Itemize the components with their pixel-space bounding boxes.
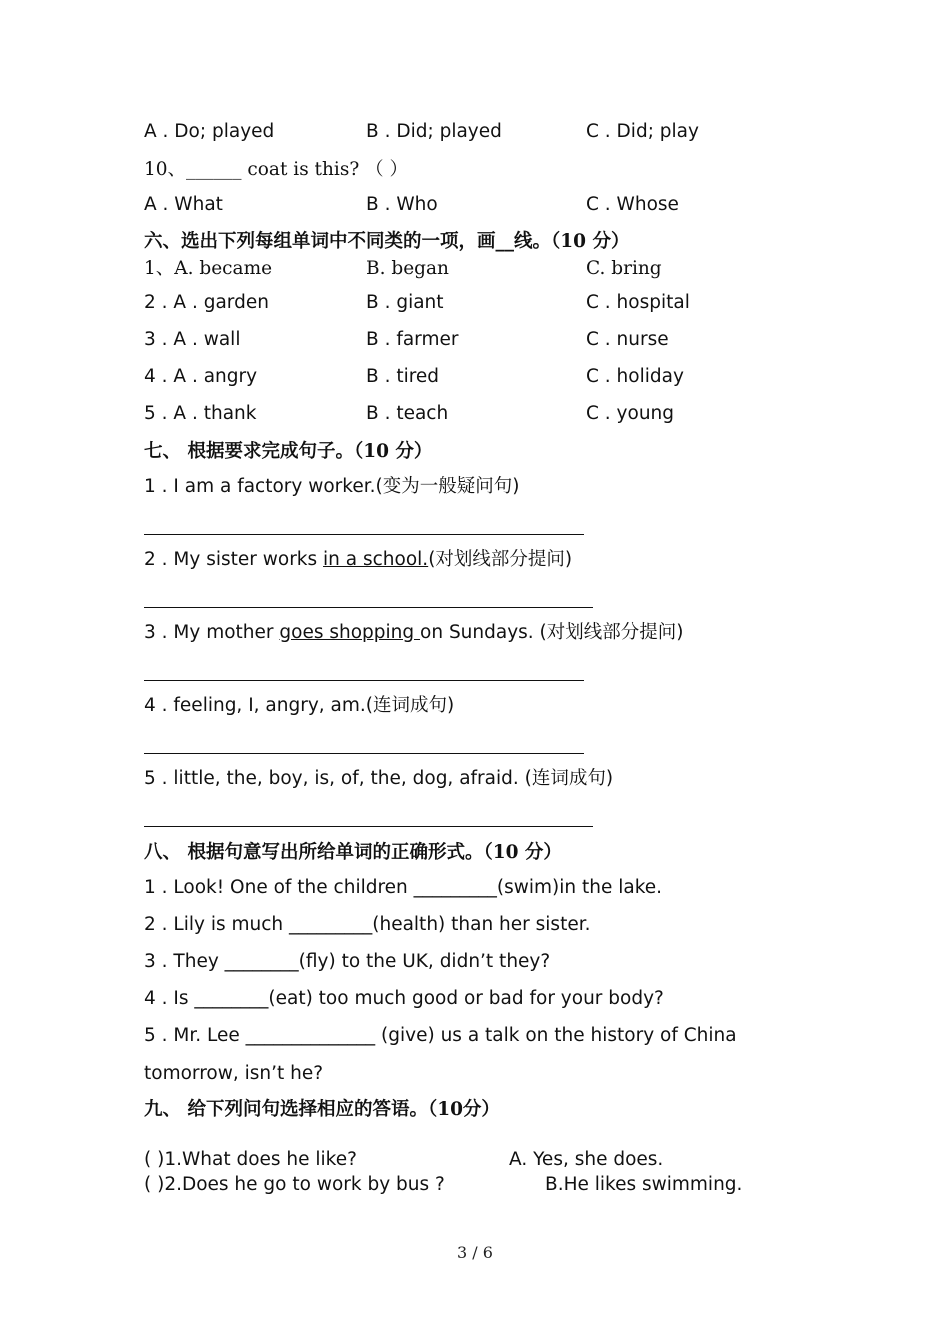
answer-line[interactable]: [144, 680, 584, 681]
q9-options-row: [144, 119, 699, 145]
q9-option-a: A . Do; played: [144, 121, 275, 142]
s6-item4-b: B . tired: [366, 366, 440, 387]
q10-text: coat is this? （ ）: [241, 159, 409, 180]
section6-item: [144, 364, 684, 390]
s9-item-2: [144, 1172, 743, 1198]
q9-option-b: B . Did; played: [366, 121, 502, 142]
s6-item3-a: 3 . A . wall: [144, 329, 241, 350]
s9-item1-answer: A. Yes, she does.: [509, 1149, 664, 1170]
s6-item1-b: B. began: [366, 258, 449, 279]
q10-option-b: B . Who: [366, 194, 438, 215]
s7-q2-before: 2 . My sister works: [144, 549, 324, 570]
section6-title-before: 六、选出下列每组单词中不同类的一项，画: [144, 231, 496, 252]
q10-option-c: C . Whose: [586, 194, 679, 215]
s7-q2-underlined: in a school.: [323, 549, 429, 570]
s7-q2-after: (对划线部分提问): [428, 549, 573, 570]
s7-question-2: [144, 547, 572, 573]
s6-item2-c: C . hospital: [586, 292, 690, 313]
s9-item2-question: ( )2.Does he go to work by bus ?: [144, 1174, 445, 1195]
section6-title-blank: __: [495, 231, 515, 252]
q10-number: 10、: [144, 159, 187, 180]
s6-item5-a: 5 . A . thank: [144, 403, 257, 424]
answer-line[interactable]: [144, 826, 593, 827]
section6-title: [144, 229, 629, 255]
s6-item4-a: 4 . A . angry: [144, 366, 258, 387]
section6-item: [144, 290, 690, 316]
s7-question-3: [144, 620, 684, 646]
q10-option-a: A . What: [144, 194, 223, 215]
s9-item2-answer: B.He likes swimming.: [545, 1174, 743, 1195]
s8-item-3: 3 . They ________(fly) to the UK, didn’t they?: [144, 951, 551, 972]
section8-title: 八、 根据句意写出所给单词的正确形式。（10 分）: [144, 842, 562, 863]
s6-item3-b: B . farmer: [366, 329, 459, 350]
s6-item2-a: 2 . A . garden: [144, 292, 269, 313]
q9-option-c: C . Did; play: [586, 121, 699, 142]
s7-question-1: 1 . I am a factory worker.(变为一般疑问句): [144, 476, 520, 497]
s7-q3-after: on Sundays. (对划线部分提问): [420, 622, 684, 643]
s7-question-5: 5 . little, the, boy, is, of, the, dog, afraid. (连词成句): [144, 768, 614, 789]
q10-blank: ______: [186, 159, 242, 180]
s9-item-1: [144, 1147, 664, 1173]
section6-item: [144, 401, 675, 427]
s7-q3-before: 3 . My mother: [144, 622, 280, 643]
s8-item-1: 1 . Look! One of the children _________(swim)in the lake.: [144, 877, 663, 898]
s6-item2-b: B . giant: [366, 292, 444, 313]
s9-item1-question: ( )1.What does he like?: [144, 1149, 357, 1170]
section7-title: 七、 根据要求完成句子。（10 分）: [144, 441, 433, 462]
s8-item-5-continued: tomorrow, isn’t he?: [144, 1063, 324, 1084]
answer-line[interactable]: [144, 753, 584, 754]
section9-title: 九、 给下列问句选择相应的答语。（10分）: [144, 1099, 500, 1120]
s7-q3-underlined: goes shopping: [279, 622, 421, 643]
s6-item3-c: C . nurse: [586, 329, 669, 350]
s7-question-4: 4 . feeling, I, angry, am.(连词成句): [144, 695, 455, 716]
s8-item-5: 5 . Mr. Lee ______________ (give) us a talk on the history of China: [144, 1025, 737, 1046]
page-number: 3 / 6: [457, 1243, 493, 1262]
s6-item1-a: 1、A. became: [144, 258, 273, 279]
s6-item4-c: C . holiday: [586, 366, 684, 387]
s8-item-2: 2 . Lily is much _________(health) than her sister.: [144, 914, 591, 935]
s6-item5-b: B . teach: [366, 403, 449, 424]
answer-line[interactable]: [144, 534, 584, 535]
s6-item1-c: C. bring: [586, 258, 662, 279]
section6-title-after: 线。（10 分）: [514, 231, 630, 252]
q10-question: [144, 157, 408, 183]
s8-item-4: 4 . Is ________(eat) too much good or bad for your body?: [144, 988, 664, 1009]
s6-item5-c: C . young: [586, 403, 675, 424]
section6-item: [144, 256, 662, 282]
q10-options-row: [144, 192, 679, 218]
answer-line[interactable]: [144, 607, 593, 608]
section6-item: [144, 327, 669, 353]
